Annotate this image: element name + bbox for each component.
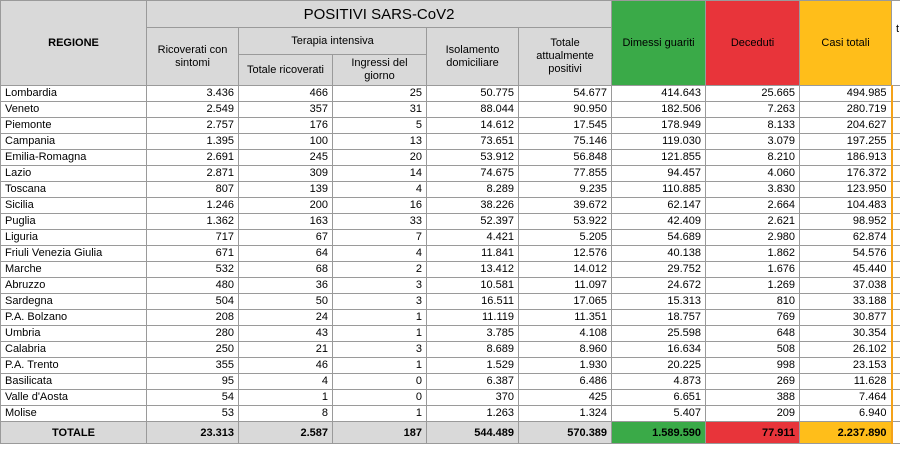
total-label: TOTALE bbox=[1, 422, 147, 444]
icu-total-cell: 68 bbox=[239, 262, 333, 278]
extra-cut-cell bbox=[892, 134, 900, 150]
header-recovered: Dimessi guariti bbox=[612, 1, 706, 86]
icu-total-cell: 200 bbox=[239, 198, 333, 214]
positive-cell: 56.848 bbox=[519, 150, 612, 166]
table-row bbox=[1, 262, 900, 278]
total-deaths: 77.911 bbox=[706, 422, 800, 444]
home-cell: 6.387 bbox=[427, 374, 519, 390]
icu-new-cell: 33 bbox=[333, 214, 427, 230]
home-cell: 73.651 bbox=[427, 134, 519, 150]
region-cell: Piemonte bbox=[1, 118, 147, 134]
deaths-cell: 998 bbox=[706, 358, 800, 374]
icu-new-cell: 4 bbox=[333, 246, 427, 262]
hosp-cell: 355 bbox=[147, 358, 239, 374]
home-cell: 14.612 bbox=[427, 118, 519, 134]
cases-cell: 176.372 bbox=[800, 166, 892, 182]
recovered-cell: 29.752 bbox=[612, 262, 706, 278]
hosp-cell: 532 bbox=[147, 262, 239, 278]
hosp-cell: 1.246 bbox=[147, 198, 239, 214]
positive-cell: 39.672 bbox=[519, 198, 612, 214]
positive-cell: 14.012 bbox=[519, 262, 612, 278]
hosp-cell: 250 bbox=[147, 342, 239, 358]
cases-cell: 6.940 bbox=[800, 406, 892, 422]
hosp-cell: 504 bbox=[147, 294, 239, 310]
icu-new-cell: 1 bbox=[333, 358, 427, 374]
positive-cell: 90.950 bbox=[519, 102, 612, 118]
icu-total-cell: 8 bbox=[239, 406, 333, 422]
icu-new-cell: 14 bbox=[333, 166, 427, 182]
cases-cell: 30.354 bbox=[800, 326, 892, 342]
total-recovered: 1.589.590 bbox=[612, 422, 706, 444]
positive-cell: 77.855 bbox=[519, 166, 612, 182]
hosp-cell: 1.362 bbox=[147, 214, 239, 230]
home-cell: 11.841 bbox=[427, 246, 519, 262]
icu-total-cell: 466 bbox=[239, 86, 333, 102]
icu-total-cell: 64 bbox=[239, 246, 333, 262]
icu-total-cell: 139 bbox=[239, 182, 333, 198]
home-cell: 4.421 bbox=[427, 230, 519, 246]
recovered-cell: 94.457 bbox=[612, 166, 706, 182]
cases-cell: 54.576 bbox=[800, 246, 892, 262]
deaths-cell: 2.621 bbox=[706, 214, 800, 230]
recovered-cell: 4.873 bbox=[612, 374, 706, 390]
header-positive: Totale attualmente positivi bbox=[519, 28, 612, 86]
recovered-cell: 110.885 bbox=[612, 182, 706, 198]
extra-cut-cell bbox=[892, 246, 900, 262]
deaths-cell: 388 bbox=[706, 390, 800, 406]
positive-cell: 17.545 bbox=[519, 118, 612, 134]
cases-cell: 11.628 bbox=[800, 374, 892, 390]
region-cell: P.A. Bolzano bbox=[1, 310, 147, 326]
hosp-cell: 480 bbox=[147, 278, 239, 294]
extra-cut-cell bbox=[892, 294, 900, 310]
table-row bbox=[1, 390, 900, 406]
extra-cut-cell bbox=[892, 102, 900, 118]
positive-cell: 9.235 bbox=[519, 182, 612, 198]
icu-total-cell: 50 bbox=[239, 294, 333, 310]
recovered-cell: 121.855 bbox=[612, 150, 706, 166]
region-cell: Molise bbox=[1, 406, 147, 422]
table-header bbox=[1, 1, 900, 86]
deaths-cell: 3.079 bbox=[706, 134, 800, 150]
region-cell: Campania bbox=[1, 134, 147, 150]
table-row bbox=[1, 246, 900, 262]
hosp-cell: 2.871 bbox=[147, 166, 239, 182]
icu-total-cell: 100 bbox=[239, 134, 333, 150]
positive-cell: 12.576 bbox=[519, 246, 612, 262]
recovered-cell: 182.506 bbox=[612, 102, 706, 118]
header-cases: Casi totali bbox=[800, 1, 892, 86]
hosp-cell: 717 bbox=[147, 230, 239, 246]
icu-total-cell: 67 bbox=[239, 230, 333, 246]
table-row bbox=[1, 182, 900, 198]
table-row bbox=[1, 358, 900, 374]
icu-new-cell: 4 bbox=[333, 182, 427, 198]
icu-total-cell: 43 bbox=[239, 326, 333, 342]
home-cell: 52.397 bbox=[427, 214, 519, 230]
home-cell: 1.529 bbox=[427, 358, 519, 374]
region-cell: Marche bbox=[1, 262, 147, 278]
region-cell: Calabria bbox=[1, 342, 147, 358]
total-extra-cut bbox=[892, 422, 900, 444]
hosp-cell: 95 bbox=[147, 374, 239, 390]
cases-cell: 7.464 bbox=[800, 390, 892, 406]
region-cell: Liguria bbox=[1, 230, 147, 246]
total-cases: 2.237.890 bbox=[800, 422, 892, 444]
icu-new-cell: 5 bbox=[333, 118, 427, 134]
extra-cut-cell bbox=[892, 358, 900, 374]
icu-total-cell: 309 bbox=[239, 166, 333, 182]
hosp-cell: 2.757 bbox=[147, 118, 239, 134]
cases-cell: 98.952 bbox=[800, 214, 892, 230]
recovered-cell: 178.949 bbox=[612, 118, 706, 134]
cases-cell: 197.255 bbox=[800, 134, 892, 150]
icu-total-cell: 245 bbox=[239, 150, 333, 166]
region-cell: Puglia bbox=[1, 214, 147, 230]
header-hosp: Ricoverati con sintomi bbox=[147, 28, 239, 86]
header-home: Isolamento domiciliare bbox=[427, 28, 519, 86]
recovered-cell: 25.598 bbox=[612, 326, 706, 342]
home-cell: 53.912 bbox=[427, 150, 519, 166]
icu-new-cell: 13 bbox=[333, 134, 427, 150]
icu-new-cell: 1 bbox=[333, 310, 427, 326]
cases-cell: 104.483 bbox=[800, 198, 892, 214]
cases-cell: 37.038 bbox=[800, 278, 892, 294]
recovered-cell: 6.651 bbox=[612, 390, 706, 406]
region-cell: Valle d'Aosta bbox=[1, 390, 147, 406]
table-row bbox=[1, 326, 900, 342]
hosp-cell: 671 bbox=[147, 246, 239, 262]
extra-cut-cell bbox=[892, 326, 900, 342]
icu-total-cell: 46 bbox=[239, 358, 333, 374]
icu-total-cell: 36 bbox=[239, 278, 333, 294]
table-row bbox=[1, 342, 900, 358]
icu-total-cell: 163 bbox=[239, 214, 333, 230]
cases-cell: 280.719 bbox=[800, 102, 892, 118]
home-cell: 1.263 bbox=[427, 406, 519, 422]
header-group-icu: Terapia intensiva bbox=[239, 28, 427, 55]
home-cell: 38.226 bbox=[427, 198, 519, 214]
region-cell: Basilicata bbox=[1, 374, 147, 390]
recovered-cell: 16.634 bbox=[612, 342, 706, 358]
deaths-cell: 209 bbox=[706, 406, 800, 422]
deaths-cell: 1.676 bbox=[706, 262, 800, 278]
extra-cut-cell bbox=[892, 198, 900, 214]
extra-cut-cell bbox=[892, 390, 900, 406]
icu-new-cell: 7 bbox=[333, 230, 427, 246]
recovered-cell: 40.138 bbox=[612, 246, 706, 262]
deaths-cell: 1.862 bbox=[706, 246, 800, 262]
region-cell: Veneto bbox=[1, 102, 147, 118]
positive-cell: 75.146 bbox=[519, 134, 612, 150]
positive-cell: 17.065 bbox=[519, 294, 612, 310]
deaths-cell: 8.210 bbox=[706, 150, 800, 166]
recovered-cell: 18.757 bbox=[612, 310, 706, 326]
header-region: REGIONE bbox=[1, 1, 147, 86]
deaths-cell: 2.664 bbox=[706, 198, 800, 214]
recovered-cell: 119.030 bbox=[612, 134, 706, 150]
cases-cell: 494.985 bbox=[800, 86, 892, 102]
home-cell: 74.675 bbox=[427, 166, 519, 182]
table-row bbox=[1, 198, 900, 214]
positive-cell: 425 bbox=[519, 390, 612, 406]
home-cell: 8.689 bbox=[427, 342, 519, 358]
positive-cell: 54.677 bbox=[519, 86, 612, 102]
icu-new-cell: 0 bbox=[333, 374, 427, 390]
icu-new-cell: 3 bbox=[333, 294, 427, 310]
icu-total-cell: 21 bbox=[239, 342, 333, 358]
positive-cell: 11.097 bbox=[519, 278, 612, 294]
region-cell: Abruzzo bbox=[1, 278, 147, 294]
region-cell: Lombardia bbox=[1, 86, 147, 102]
extra-cut-cell bbox=[892, 214, 900, 230]
table-row bbox=[1, 102, 900, 118]
hosp-cell: 280 bbox=[147, 326, 239, 342]
icu-new-cell: 16 bbox=[333, 198, 427, 214]
table-row bbox=[1, 166, 900, 182]
extra-cut-cell bbox=[892, 86, 900, 102]
icu-total-cell: 176 bbox=[239, 118, 333, 134]
extra-cut-cell bbox=[892, 374, 900, 390]
icu-total-cell: 357 bbox=[239, 102, 333, 118]
cases-cell: 45.440 bbox=[800, 262, 892, 278]
home-cell: 88.044 bbox=[427, 102, 519, 118]
recovered-cell: 5.407 bbox=[612, 406, 706, 422]
table-row bbox=[1, 86, 900, 102]
icu-new-cell: 20 bbox=[333, 150, 427, 166]
deaths-cell: 2.980 bbox=[706, 230, 800, 246]
cases-cell: 62.874 bbox=[800, 230, 892, 246]
region-cell: Sardegna bbox=[1, 294, 147, 310]
icu-new-cell: 31 bbox=[333, 102, 427, 118]
icu-new-cell: 2 bbox=[333, 262, 427, 278]
hosp-cell: 53 bbox=[147, 406, 239, 422]
table-row bbox=[1, 278, 900, 294]
recovered-cell: 54.689 bbox=[612, 230, 706, 246]
hosp-cell: 54 bbox=[147, 390, 239, 406]
recovered-cell: 15.313 bbox=[612, 294, 706, 310]
icu-new-cell: 3 bbox=[333, 278, 427, 294]
icu-total-cell: 24 bbox=[239, 310, 333, 326]
extra-cut-cell bbox=[892, 406, 900, 422]
deaths-cell: 1.269 bbox=[706, 278, 800, 294]
extra-cut-cell bbox=[892, 262, 900, 278]
table-row bbox=[1, 294, 900, 310]
home-cell: 13.412 bbox=[427, 262, 519, 278]
region-cell: Sicilia bbox=[1, 198, 147, 214]
deaths-cell: 25.665 bbox=[706, 86, 800, 102]
icu-new-cell: 3 bbox=[333, 342, 427, 358]
cases-cell: 26.102 bbox=[800, 342, 892, 358]
extra-cut-cell bbox=[892, 310, 900, 326]
home-cell: 8.289 bbox=[427, 182, 519, 198]
deaths-cell: 3.830 bbox=[706, 182, 800, 198]
recovered-cell: 42.409 bbox=[612, 214, 706, 230]
region-cell: Emilia-Romagna bbox=[1, 150, 147, 166]
icu-new-cell: 1 bbox=[333, 326, 427, 342]
total-row bbox=[1, 422, 900, 444]
table-footer bbox=[1, 422, 900, 444]
extra-cut-cell bbox=[892, 150, 900, 166]
positive-cell: 1.324 bbox=[519, 406, 612, 422]
region-cell: Friuli Venezia Giulia bbox=[1, 246, 147, 262]
table-row bbox=[1, 406, 900, 422]
total-icu-total: 2.587 bbox=[239, 422, 333, 444]
hosp-cell: 2.549 bbox=[147, 102, 239, 118]
icu-new-cell: 1 bbox=[333, 406, 427, 422]
positive-cell: 4.108 bbox=[519, 326, 612, 342]
recovered-cell: 62.147 bbox=[612, 198, 706, 214]
recovered-cell: 20.225 bbox=[612, 358, 706, 374]
table-row bbox=[1, 214, 900, 230]
icu-total-cell: 1 bbox=[239, 390, 333, 406]
icu-new-cell: 25 bbox=[333, 86, 427, 102]
recovered-cell: 24.672 bbox=[612, 278, 706, 294]
header-icu-new: Ingressi del giorno bbox=[333, 55, 427, 86]
total-home: 544.489 bbox=[427, 422, 519, 444]
cases-cell: 33.188 bbox=[800, 294, 892, 310]
cases-cell: 30.877 bbox=[800, 310, 892, 326]
home-cell: 11.119 bbox=[427, 310, 519, 326]
positive-cell: 5.205 bbox=[519, 230, 612, 246]
extra-cut-cell bbox=[892, 166, 900, 182]
icu-new-cell: 0 bbox=[333, 390, 427, 406]
home-cell: 50.775 bbox=[427, 86, 519, 102]
table-row bbox=[1, 118, 900, 134]
deaths-cell: 4.060 bbox=[706, 166, 800, 182]
deaths-cell: 8.133 bbox=[706, 118, 800, 134]
recovered-cell: 414.643 bbox=[612, 86, 706, 102]
deaths-cell: 269 bbox=[706, 374, 800, 390]
extra-cut-cell bbox=[892, 342, 900, 358]
positive-cell: 6.486 bbox=[519, 374, 612, 390]
home-cell: 16.511 bbox=[427, 294, 519, 310]
cases-cell: 123.950 bbox=[800, 182, 892, 198]
icu-total-cell: 4 bbox=[239, 374, 333, 390]
extra-cut-cell bbox=[892, 182, 900, 198]
hosp-cell: 208 bbox=[147, 310, 239, 326]
table-row bbox=[1, 134, 900, 150]
home-cell: 10.581 bbox=[427, 278, 519, 294]
hosp-cell: 3.436 bbox=[147, 86, 239, 102]
table-body bbox=[1, 86, 900, 422]
hosp-cell: 807 bbox=[147, 182, 239, 198]
hosp-cell: 2.691 bbox=[147, 150, 239, 166]
total-icu-new: 187 bbox=[333, 422, 427, 444]
cases-cell: 186.913 bbox=[800, 150, 892, 166]
deaths-cell: 648 bbox=[706, 326, 800, 342]
extra-cut-cell bbox=[892, 278, 900, 294]
table-row bbox=[1, 150, 900, 166]
total-positive: 570.389 bbox=[519, 422, 612, 444]
extra-cut-cell bbox=[892, 118, 900, 134]
region-cell: Toscana bbox=[1, 182, 147, 198]
header-extra-cut: t bbox=[892, 1, 900, 86]
positive-cell: 53.922 bbox=[519, 214, 612, 230]
positive-cell: 8.960 bbox=[519, 342, 612, 358]
deaths-cell: 769 bbox=[706, 310, 800, 326]
cases-cell: 204.627 bbox=[800, 118, 892, 134]
home-cell: 3.785 bbox=[427, 326, 519, 342]
total-hosp: 23.313 bbox=[147, 422, 239, 444]
table-row bbox=[1, 230, 900, 246]
header-group-positivi: POSITIVI SARS-CoV2 bbox=[147, 1, 612, 28]
deaths-cell: 7.263 bbox=[706, 102, 800, 118]
home-cell: 370 bbox=[427, 390, 519, 406]
positive-cell: 1.930 bbox=[519, 358, 612, 374]
table-row bbox=[1, 310, 900, 326]
extra-cut-cell bbox=[892, 230, 900, 246]
deaths-cell: 508 bbox=[706, 342, 800, 358]
hosp-cell: 1.395 bbox=[147, 134, 239, 150]
region-cell: Lazio bbox=[1, 166, 147, 182]
region-cell: Umbria bbox=[1, 326, 147, 342]
header-icu-total: Totale ricoverati bbox=[239, 55, 333, 86]
cases-cell: 23.153 bbox=[800, 358, 892, 374]
region-cell: P.A. Trento bbox=[1, 358, 147, 374]
positive-cell: 11.351 bbox=[519, 310, 612, 326]
header-deaths: Deceduti bbox=[706, 1, 800, 86]
table-row bbox=[1, 374, 900, 390]
deaths-cell: 810 bbox=[706, 294, 800, 310]
